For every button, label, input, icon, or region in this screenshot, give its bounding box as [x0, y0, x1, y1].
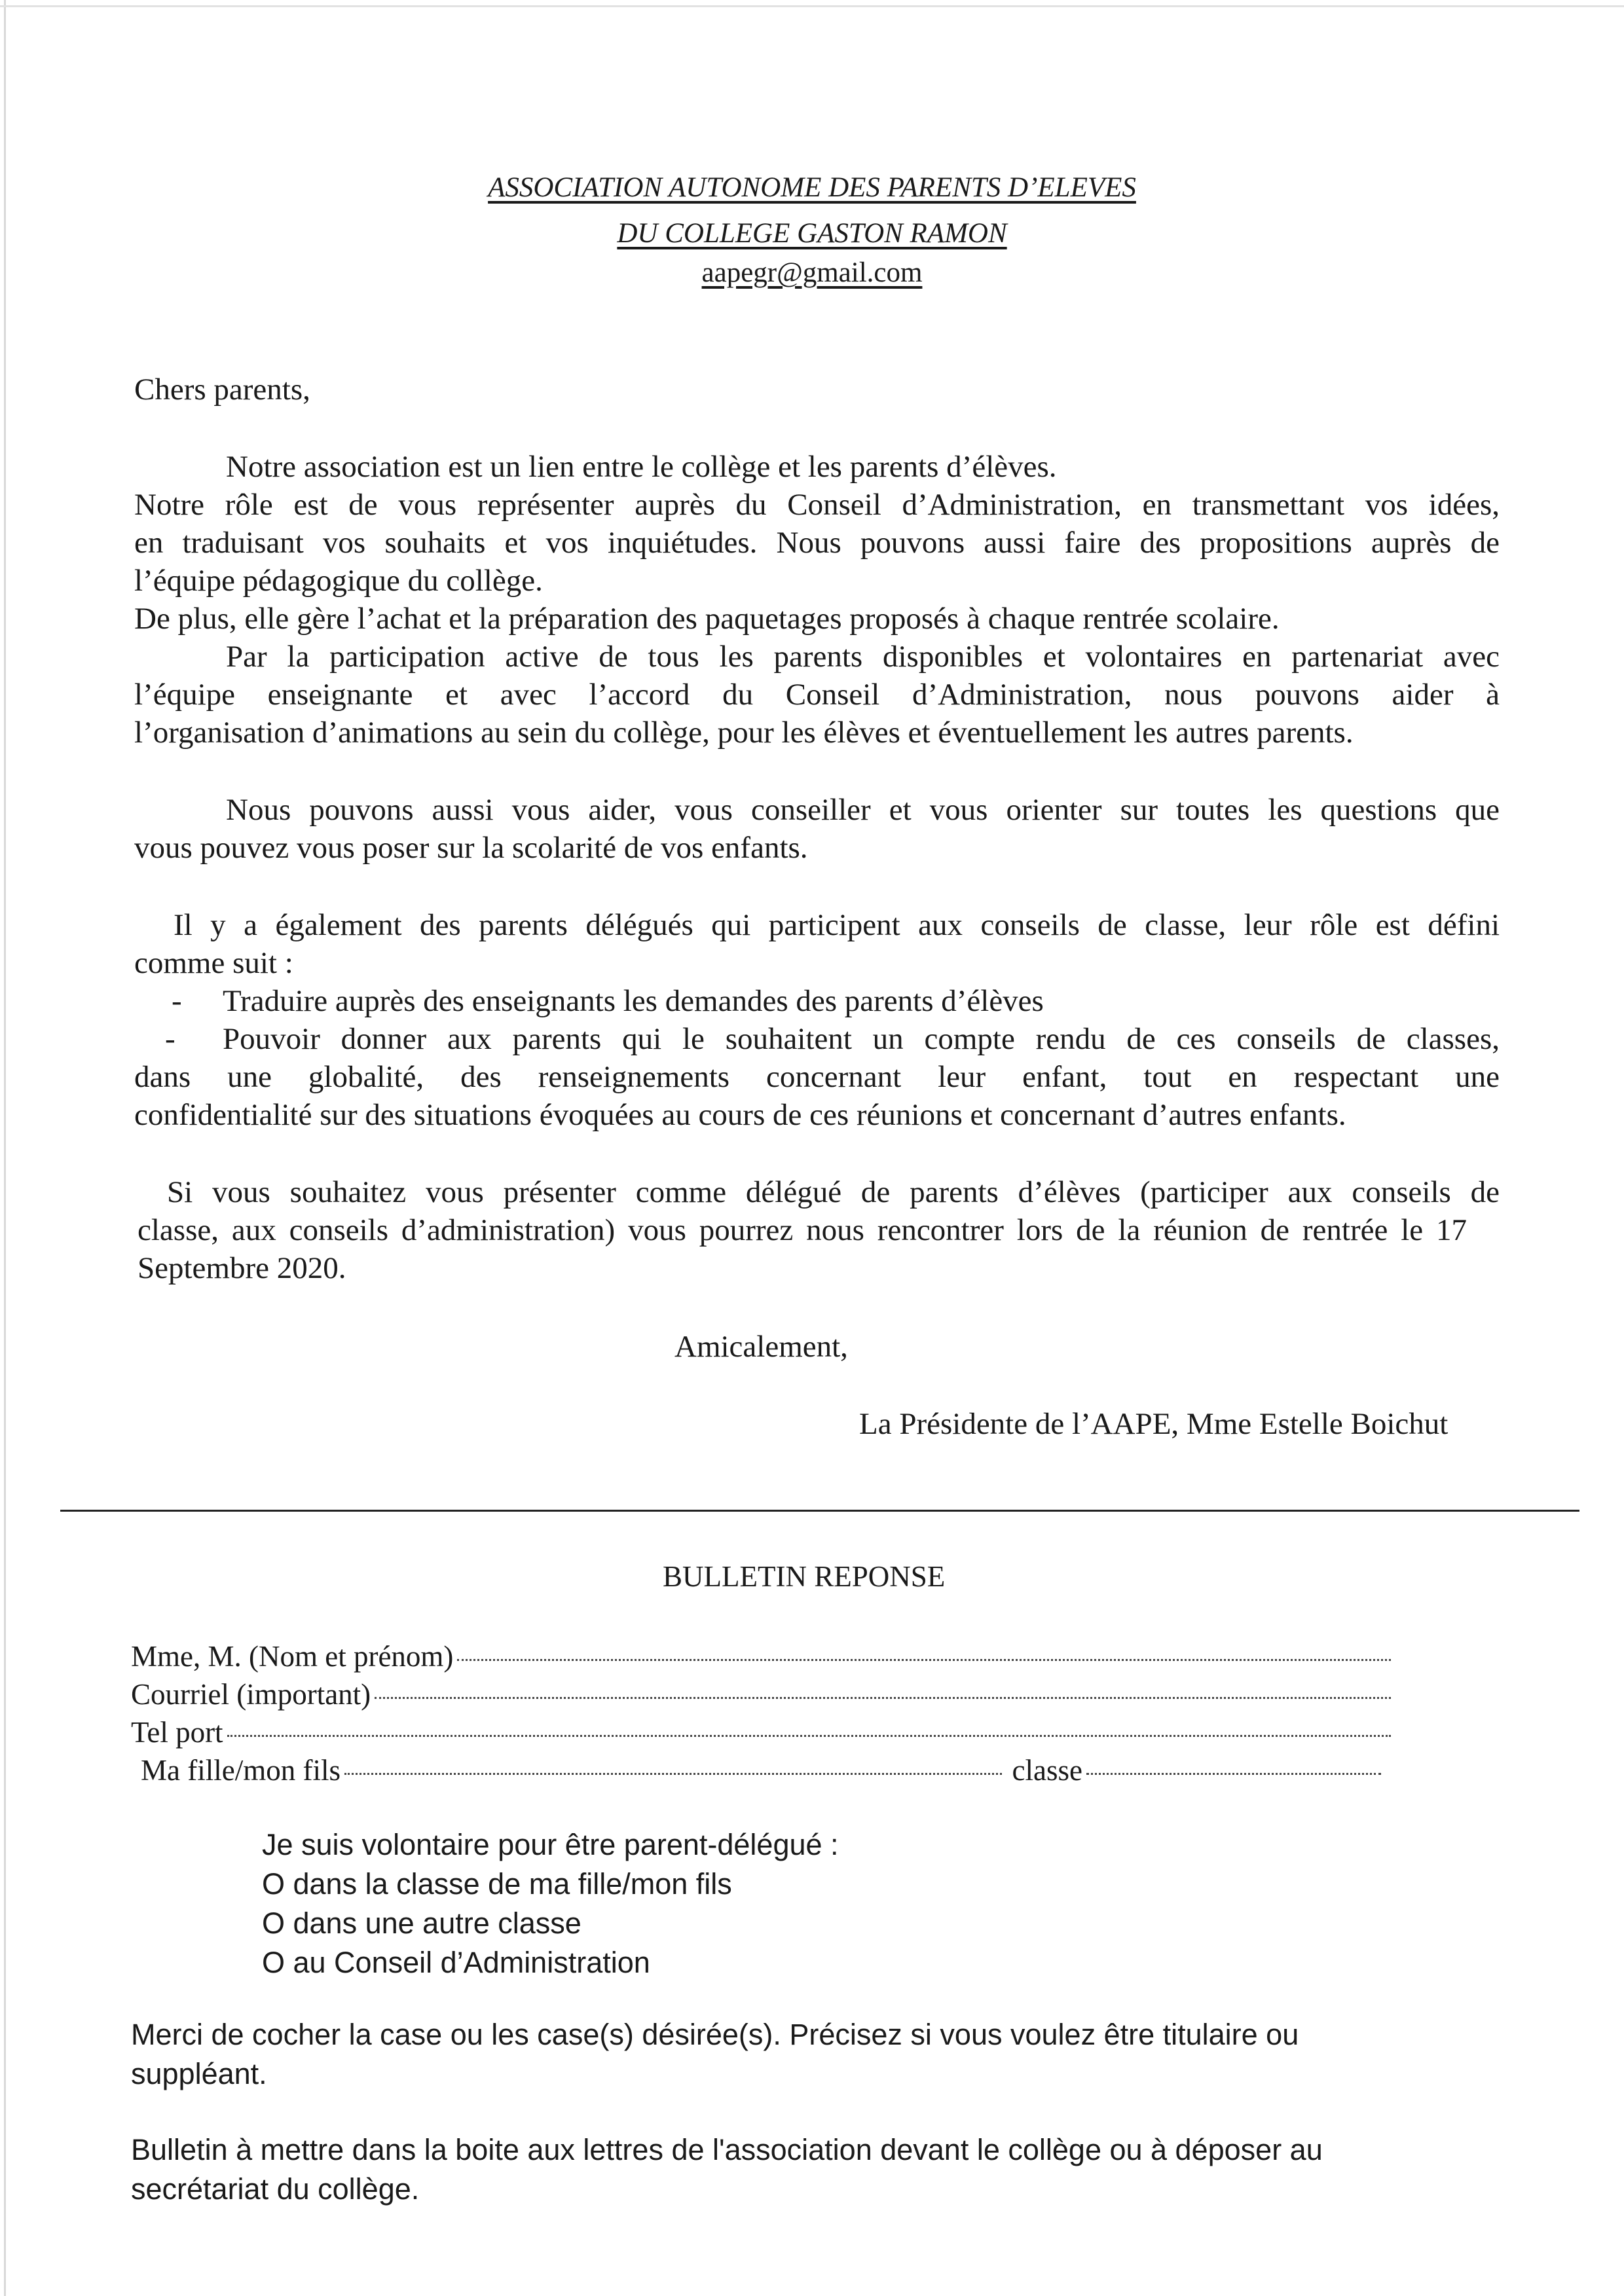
class-field-line[interactable] [1086, 1773, 1381, 1775]
bulletin-title: BULLETIN REPONSE [663, 1560, 946, 1593]
para1-line4: l’équipe pédagogique du collège. [134, 564, 543, 598]
option-child-class[interactable]: O dans la classe de ma fille/mon fils [262, 1867, 732, 1901]
bullet-2-line2: dans une globalité, des renseignements concernant leur enfant, tout en respectant une [134, 1060, 1500, 1094]
name-field-label: Mme, M. (Nom et prénom) [131, 1640, 454, 1673]
para1-line5: De plus, elle gère l’achat et la préparation des paquetages proposés à chaque rentrée scolaire. [134, 602, 1280, 636]
para2-line3: l’organisation d’animations au sein du collège, pour les élèves et éventuellement les autres parents. [134, 716, 1354, 750]
para3-line1: Nous pouvons aussi vous aider, vous conseiller et vous orienter sur toutes les questions que [226, 793, 1500, 827]
para4-line1: Il y a également des parents délégués qui participent aux conseils de classe, leur rôle est défini [174, 908, 1500, 942]
phone-field-label: Tel port [131, 1716, 223, 1749]
phone-field-line[interactable] [227, 1735, 1391, 1737]
instructions-line1: Merci de cocher la case ou les case(s) désirée(s). Précisez si vous voulez être titulaire ou [131, 2018, 1299, 2051]
phone-field[interactable] [131, 1714, 1395, 1751]
para2-line1: Par la participation active de tous les parents disponibles et volontaires en partenariat avec [226, 640, 1500, 674]
para1-line3: en traduisant vos souhaits et vos inquiétudes. Nous pouvons aussi faire des propositions auprès de [134, 526, 1500, 560]
bullet-dash-1: - [172, 984, 182, 1018]
para3-line2: vous pouvez vous poser sur la scolarité de vos enfants. [134, 831, 808, 865]
college-name: DU COLLEGE GASTON RAMON [617, 218, 1007, 249]
scan-edge-left [4, 0, 6, 2296]
class-field-label: classe [1012, 1754, 1082, 1787]
delivery-line1: Bulletin à mettre dans la boite aux lettres de l'association devant le collège ou à déposer au [131, 2133, 1323, 2166]
bullet-1: Traduire auprès des enseignants les demandes des parents d’élèves [223, 984, 1044, 1018]
volunteer-heading: Je suis volontaire pour être parent-délégué : [262, 1828, 839, 1861]
para2-line2: l’équipe enseignante et avec l’accord du Conseil d’Administration, nous pouvons aider à [134, 678, 1500, 712]
bullet-2-line1: Pouvoir donner aux parents qui le souhaitent un compte rendu de ces conseils de classes, [223, 1022, 1500, 1056]
name-field-line[interactable] [457, 1659, 1391, 1661]
para5-line2: classe, aux conseils d’administration) vous pourrez nous rencontrer lors de la réunion de rentrée le 17 [138, 1213, 1467, 1247]
option-board[interactable]: O au Conseil d’Administration [262, 1946, 650, 1979]
para1-line1: Notre association est un lien entre le collège et les parents d’élèves. [226, 450, 1057, 484]
bullet-dash-2: - [165, 1022, 175, 1056]
instructions-line2: suppléant. [131, 2057, 267, 2090]
child-field-label: Ma fille/mon fils [141, 1754, 341, 1787]
para4-line2: comme suit : [134, 946, 293, 980]
email-field-label: Courriel (important) [131, 1678, 371, 1711]
closing: Amicalement, [674, 1330, 848, 1364]
association-name: ASSOCIATION AUTONOME DES PARENTS D’ELEVES [488, 172, 1136, 203]
para5-line1: Si vous souhaitez vous présenter comme délégué de parents d’élèves (participer aux conseils de [167, 1175, 1500, 1209]
bullet-2-line3: confidentialité sur des situations évoquées au cours de ces réunions et concernant d’autres enfants. [134, 1098, 1346, 1132]
section-divider [60, 1510, 1579, 1512]
para5-line3: Septembre 2020. [138, 1251, 346, 1285]
option-other-class[interactable]: O dans une autre classe [262, 1906, 581, 1940]
name-field[interactable] [131, 1638, 1395, 1675]
signature: La Présidente de l’AAPE, Mme Estelle Boichut [859, 1407, 1449, 1441]
salutation: Chers parents, [134, 373, 310, 407]
para1-line2: Notre rôle est de vous représenter auprès du Conseil d’Administration, en transmettant vos idées, [134, 488, 1500, 522]
delivery-line2: secrétariat du collège. [131, 2172, 420, 2206]
email-field-line[interactable] [375, 1697, 1391, 1699]
child-field[interactable] [141, 1752, 1385, 1789]
association-email: aapegr@gmail.com [701, 257, 923, 288]
scan-edge-top [0, 5, 1624, 7]
email-field[interactable] [131, 1676, 1395, 1713]
child-field-line[interactable] [344, 1773, 1002, 1775]
